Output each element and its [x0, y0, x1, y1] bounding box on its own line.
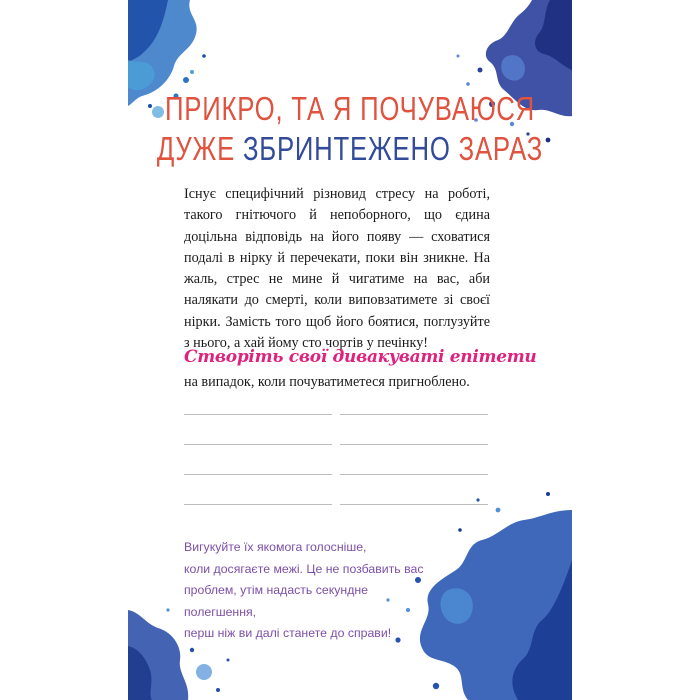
watercolor-splash-top-right — [428, 0, 572, 150]
writing-line[interactable] — [340, 504, 488, 505]
body-paragraph: Існує специфічний різновид стресу на роботі, такого гнітючого й непоборного, що єдина доцільна відповідь на його появу — сховатися подалі в нірку й перечекати, поки він зникне. На жаль, стрес не мине й чигатиме на вас, аби налякати до смерті, коли виповзатимете зі своєї нірки. Замість того щоб його боятися, поглузуйте з нього, а хай йому сто чортів у печінку! — [184, 186, 490, 352]
writing-line[interactable] — [184, 474, 332, 475]
writing-line[interactable] — [184, 504, 332, 505]
writing-line[interactable] — [340, 414, 488, 415]
title-accent-word: ЗБРИНТЕЖЕНО — [242, 130, 451, 167]
writing-line[interactable] — [340, 444, 488, 445]
title-line-2 — [77, 132, 623, 165]
title-line-2-end: ЗАРАЗ — [450, 130, 544, 167]
footer-line-1: Вигукуйте їх якомога голосніше, — [184, 540, 367, 554]
prompt-subheading: на випадок, коли почуватиметеся пригноблено. — [184, 374, 470, 390]
footer-note — [184, 537, 424, 645]
prompt-heading: Створіть свої дивакуваті епітети — [184, 347, 537, 367]
writing-line[interactable] — [184, 414, 332, 415]
footer-line-2: коли досягаєте межі. Це не позбавить вас — [184, 561, 424, 576]
writing-line[interactable] — [340, 474, 488, 475]
footer-line-3: проблем, утім надасть секундне полегшення, — [184, 583, 369, 619]
title-line-1: ПРИКРО, ТА Я ПОЧУВАЮСЯ — [164, 90, 536, 127]
title-line-2-start: ДУЖЕ — [156, 130, 243, 167]
writing-line[interactable] — [184, 444, 332, 445]
footer-line-4: перш ніж ви далі станете до справи! — [184, 626, 392, 640]
